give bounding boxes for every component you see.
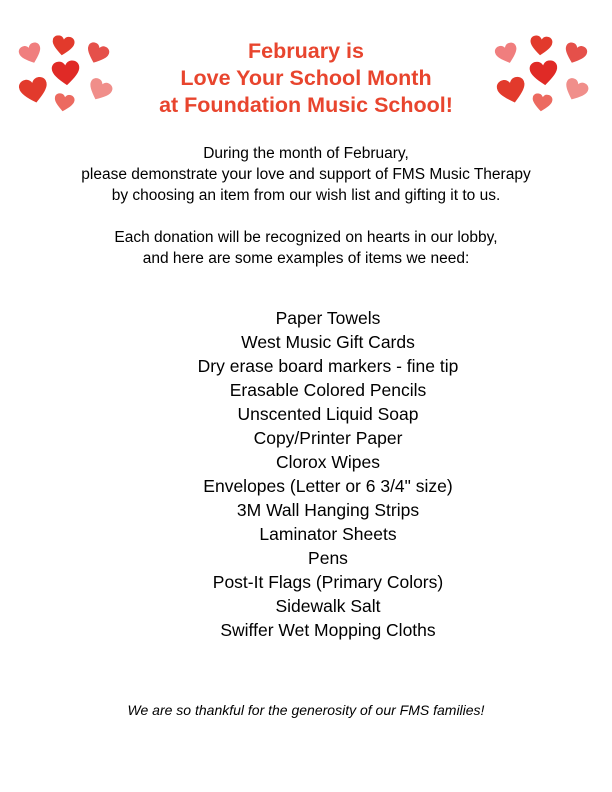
wish-list-item: 3M Wall Hanging Strips (236, 500, 420, 520)
title-line-3: at Foundation Music School! (159, 93, 453, 117)
intro-paragraph (0, 143, 612, 206)
page-title (0, 38, 612, 119)
wish-list-item: Swiffer Wet Mopping Cloths (220, 620, 436, 640)
recognition-line-2: and here are some examples of items we need: (142, 250, 470, 267)
intro-line-2: please demonstrate your love and support of FMS Music Therapy (81, 166, 531, 183)
recognition-paragraph (0, 227, 612, 269)
wish-list-item: Sidewalk Salt (275, 596, 381, 616)
wish-list-item: Laminator Sheets (259, 524, 397, 544)
intro-line-3: by choosing an item from our wish list and gifting it to us. (111, 187, 501, 204)
wish-list-item: West Music Gift Cards (241, 332, 415, 352)
wish-list-item: Erasable Colored Pencils (229, 380, 427, 400)
title-line-2: Love Your School Month (180, 66, 432, 90)
wish-list (0, 306, 612, 642)
intro-line-1: During the month of February, (203, 145, 409, 162)
wish-list-item: Copy/Printer Paper (253, 428, 403, 448)
wish-list-item: Post-It Flags (Primary Colors) (212, 572, 444, 592)
wish-list-item: Clorox Wipes (275, 452, 381, 472)
closing-message: We are so thankful for the generosity of our FMS families! (127, 702, 485, 718)
wish-list-item: Unscented Liquid Soap (237, 404, 419, 424)
wish-list-item: Envelopes (Letter or 6 3/4" size) (203, 476, 453, 496)
title-line-1: February is (248, 39, 364, 63)
wish-list-item: Dry erase board markers - fine tip (197, 356, 459, 376)
wish-list-item: Paper Towels (275, 308, 381, 328)
recognition-line-1: Each donation will be recognized on hearts in our lobby, (114, 229, 498, 246)
wish-list-item: Pens (308, 548, 348, 568)
